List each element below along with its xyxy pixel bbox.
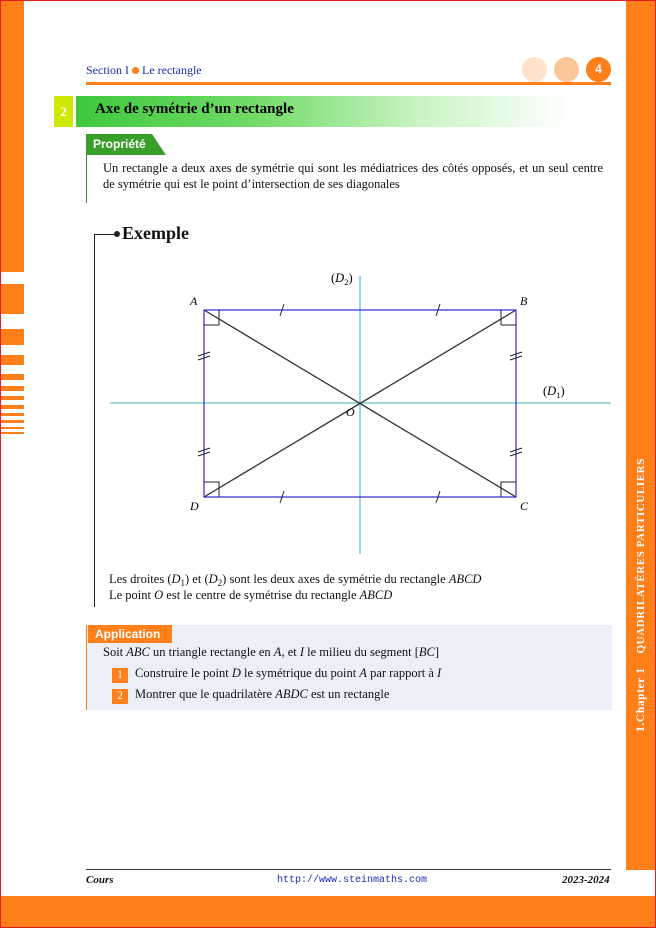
text-run: Construire le point bbox=[135, 666, 232, 680]
text-run: ) et ( bbox=[185, 572, 209, 586]
exemple-title: Exemple bbox=[122, 223, 189, 243]
text-run: est le centre de symétrise du rectangle bbox=[163, 588, 360, 602]
section-number: 2 bbox=[54, 96, 73, 127]
math-var: BC bbox=[418, 645, 435, 659]
svg-text:(D1): $(D_1)$ bbox=[543, 384, 565, 400]
header-section: Section I bbox=[86, 63, 129, 77]
text-run: Soit bbox=[103, 645, 127, 659]
math-var: ABCD bbox=[359, 588, 393, 602]
svg-text:(D2): $(D_2)$ bbox=[331, 271, 353, 287]
text-run: Montrer que le quadrilatère bbox=[135, 687, 276, 701]
text-run: est un rectangle bbox=[307, 687, 390, 701]
application-intro bbox=[103, 645, 439, 660]
math-var: D bbox=[171, 572, 181, 586]
math-sub: 1 bbox=[180, 578, 186, 588]
application-item-1 bbox=[112, 666, 441, 683]
chapter-label: 1.Chapter 1 bbox=[635, 667, 647, 732]
item-number-badge: 2 bbox=[112, 689, 128, 704]
text-run: le milieu du segment [ bbox=[304, 645, 419, 659]
math-var: O bbox=[154, 588, 164, 602]
math-var: D bbox=[231, 666, 241, 680]
axis-d1-sub: 1 bbox=[556, 390, 561, 400]
point-d-label: D bbox=[190, 499, 199, 513]
math-var: ABC bbox=[126, 645, 150, 659]
axis-d2-label bbox=[331, 271, 353, 287]
text-run: , et bbox=[281, 645, 300, 659]
item-number-badge: 1 bbox=[112, 668, 128, 683]
math-var: D bbox=[208, 572, 218, 586]
axis-d1-name: D bbox=[547, 384, 557, 398]
footer-label: Cours bbox=[86, 874, 114, 886]
text-run: Le point bbox=[109, 588, 155, 602]
math-var: ABDC bbox=[275, 687, 308, 701]
point-c-label: C bbox=[520, 499, 529, 513]
exemple-conclusion-2 bbox=[109, 588, 392, 603]
application-label: Application bbox=[88, 625, 172, 643]
math-sub: 2 bbox=[217, 578, 223, 588]
axis-d1-label bbox=[543, 384, 565, 400]
text-run: le symétrique du point bbox=[240, 666, 360, 680]
exemple-conclusion-1 bbox=[109, 572, 481, 588]
text-run: un triangle rectangle en bbox=[149, 645, 274, 659]
axis-d2-name: D bbox=[335, 271, 345, 285]
math-var: A bbox=[273, 645, 282, 659]
propriete-label: Propriété bbox=[93, 137, 146, 151]
math-var: I bbox=[299, 645, 305, 659]
point-a-label: A bbox=[190, 294, 198, 308]
text-run: par rapport à bbox=[366, 666, 438, 680]
footer-year: 2023-2024 bbox=[562, 874, 610, 886]
point-b-label: B bbox=[520, 294, 528, 308]
propriete-text: Un rectangle a deux axes de symétrie qui sont les médiatrices des côtés opposés, et un seul centre de symétrie qui est le point d’intersection de ses diagonales bbox=[103, 161, 603, 191]
page-number: 4 bbox=[586, 57, 611, 82]
math-var: I bbox=[437, 666, 442, 680]
footer-url-link[interactable]: http://www.steinmaths.com bbox=[277, 875, 428, 886]
footer-rule bbox=[86, 869, 611, 870]
math-var: ABCD bbox=[448, 572, 482, 586]
section-title: Axe de symétrie d’un rectangle bbox=[95, 101, 294, 117]
text-run: Les droites ( bbox=[109, 572, 172, 586]
text-run: ) sont les deux axes de symétrie du rectangle bbox=[222, 572, 449, 586]
application-item-2 bbox=[112, 687, 389, 704]
chapter-title: QUADRILATÈRES PARTICULIERS bbox=[635, 458, 647, 654]
axis-d2-sub: 2 bbox=[344, 277, 349, 287]
text-run: ] bbox=[434, 645, 440, 659]
header-subsection: Le rectangle bbox=[142, 63, 202, 77]
math-var: A bbox=[359, 666, 367, 680]
point-o-label: O bbox=[346, 405, 355, 419]
